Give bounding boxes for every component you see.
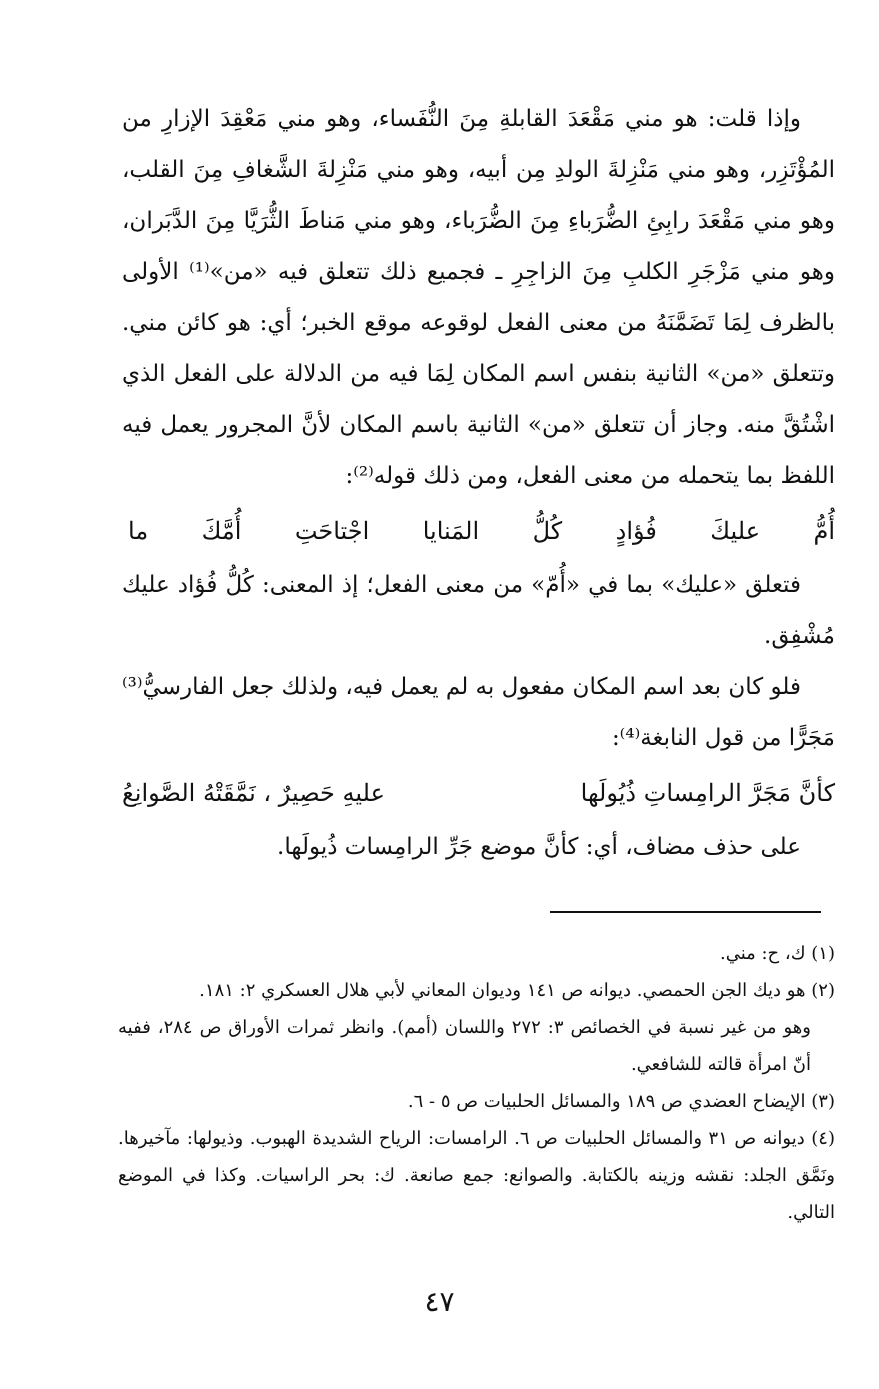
footnote: (٤) ديوانه ص ٣١ والمسائل الحلبيات ص ٦. الرامسات: الرياح الشديدة الهبوب. وذيولها: مآخيرها. ونَمَّق الجلد: نقشه وزينه بالكتابة. والصوانع: جمع صانعة. ك: بحر الراسيات. وكذا في الموضع التالي. bbox=[118, 1128, 835, 1223]
footnotes bbox=[118, 935, 835, 1231]
verse-hemistich-right: كأنَّ مَجَرَّ الرامِساتِ ذُيُولَها bbox=[580, 779, 835, 807]
verse-word: عليكَ bbox=[710, 517, 761, 545]
paragraph: فلو كان بعد اسم المكان مفعول به لم يعمل فيه، ولذلك جعل الفارسيُّ⁽³⁾ مَجَرًّا من قول النابغة⁽⁴⁾: bbox=[122, 674, 835, 751]
paragraph: فتعلق «عليك» بما في «أُمّ» من معنى الفعل؛ إذ المعنى: كُلُّ فُؤاد عليك مُشْفِق. bbox=[122, 572, 835, 649]
footnote-divider bbox=[550, 911, 821, 913]
main-text bbox=[122, 94, 835, 873]
footnote: (١) ك، ح: مني. bbox=[719, 943, 835, 964]
verse-word: اجْتاحَتِ bbox=[294, 517, 370, 545]
paragraph: وإذا قلت: هو مني مَقْعَدَ القابلةِ مِنَ النُّفَساء، وهو مني مَعْقِدَ الإزارِ من المُؤْتَزِر، وهو مني مَنْزِلةَ الولدِ مِن أبيه، وهو مني مَنْزِلةَ الشَّغافِ مِنَ القلب، وهو مني مَقْعَدَ رابِئِ الضُّرَباءِ مِنَ الضُّرَباء، وهو مني مَناطَ الثُّرَيَّا مِنَ الدَّبَران، وهو مني مَزْجَرِ الكلبِ مِنَ الزاجِرِ ـ فجميع ذلك تتعلق فيه «من»⁽¹⁾ الأولى بالظرف لِمَا تَضَمَّنَهُ من معنى الفعل لوقوعه موقع الخبر؛ أي: هو كائن مني. وتتعلق «من» الثانية بنفس اسم المكان لِمَا فيه من الدلالة على الفعل الذي اشْتُقَّ منه. وجاز أن تتعلق «من» الثانية باسم المكان لأنَّ المجرور يعمل فيه اللفظ بما يتحمله من معنى الفعل، ومن ذلك قوله⁽²⁾: bbox=[122, 106, 835, 489]
verse-line-2 bbox=[122, 764, 835, 822]
page-number: ٤٧ bbox=[424, 1285, 455, 1318]
verse-word: المَنايا bbox=[422, 517, 480, 545]
verse-word: كُلُّ bbox=[532, 517, 563, 545]
footnote-continuation: وهو من غير نسبة في الخصائص ٣: ٢٧٢ واللسان (أمم). وانظر ثمرات الأوراق ص ٢٨٤، ففيه أنّ امرأة قالته للشافعي. bbox=[118, 1017, 811, 1075]
verse-word: أُمُّ bbox=[813, 517, 835, 545]
footnote: (٢) هو ديك الجن الحمصي. ديوانه ص ١٤١ وديوان المعاني لأبي هلال العسكري ٢: ١٨١. bbox=[199, 980, 835, 1001]
footnote: (٣) الإيضاح العضدي ص ١٨٩ والمسائل الحلبيات ص ٥ - ٦. bbox=[407, 1091, 835, 1112]
verse-line-1 bbox=[122, 502, 835, 560]
verse-word: ما bbox=[128, 517, 149, 545]
verse-word: فُؤادٍ bbox=[615, 517, 657, 545]
paragraph: على حذف مضاف، أي: كأنَّ موضع جَرِّ الرامِسات ذُيولَها. bbox=[277, 834, 801, 860]
verse-word: أُمَّكَ bbox=[201, 517, 242, 545]
verse-hemistich-left: عليهِ حَصِيرٌ ، نَمَّقَتْهُ الصَّوانِعُ bbox=[122, 779, 385, 807]
